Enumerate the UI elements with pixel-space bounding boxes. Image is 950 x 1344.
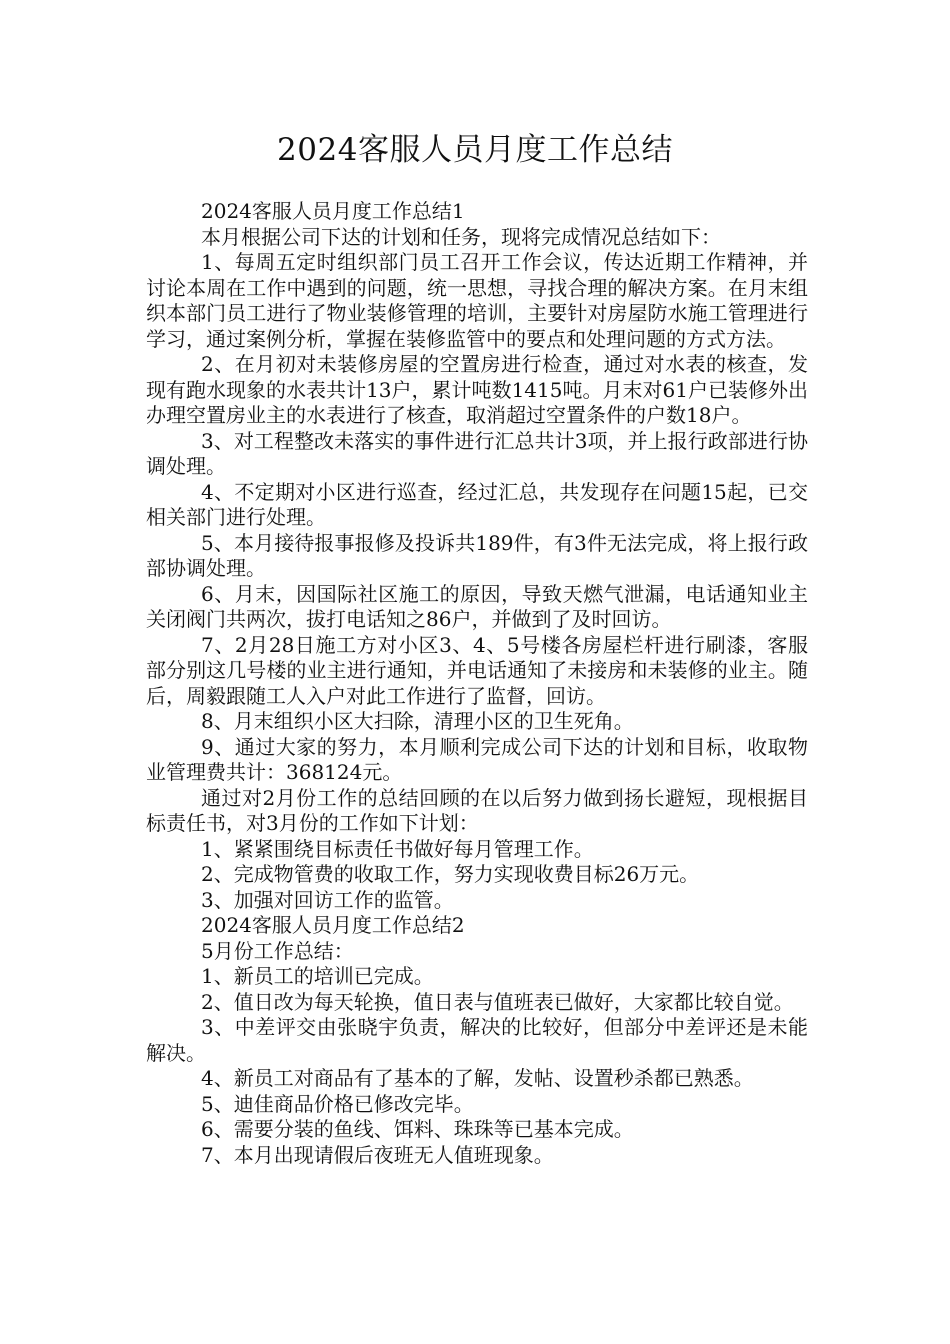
paragraph: 2、完成物管费的收取工作，努力实现收费目标26万元。 xyxy=(201,862,700,886)
paragraph: 6、需要分装的鱼线、饵料、珠珠等已基本完成。 xyxy=(201,1117,634,1141)
paragraph: 5月份工作总结： xyxy=(201,938,354,963)
paragraph: 本月根据公司下达的计划和任务，现将完成情况总结如下： xyxy=(201,224,721,249)
paragraph: 通过对2月份工作的总结回顾的在以后努力做到扬长避短，现根据目标责任书，对3月份的工作如下计划： xyxy=(146,785,808,835)
paragraph: 3、加强对回访工作的监管。 xyxy=(201,887,454,912)
document-body xyxy=(146,199,808,1168)
document-title: 2024客服人员月度工作总结 xyxy=(277,132,673,168)
paragraph: 1、紧紧围绕目标责任书做好每月管理工作。 xyxy=(201,836,594,861)
paragraph: 7、本月出现请假后夜班无人值班现象。 xyxy=(201,1142,554,1167)
section-heading-1: 2024客服人员月度工作总结1 xyxy=(201,199,465,223)
paragraph: 2、在月初对未装修房屋的空置房进行检查，通过对水表的核查，发现有跑水现象的水表共计13户，累计吨数1415吨。月末对61户已装修外出办理空置房业主的水表进行了核查，取消超过空置条件的户数18户。 xyxy=(146,352,808,427)
paragraph: 1、新员工的培训已完成。 xyxy=(201,964,434,988)
paragraph: 4、新员工对商品有了基本的了解，发帖、设置秒杀都已熟悉。 xyxy=(201,1066,754,1090)
paragraph: 7、2月28日施工方对小区3、4、5号楼各房屋栏杆进行刷漆，客服部分别这几号楼的业主进行通知，并电话通知了未接房和未装修的业主。随后，周毅跟随工人入户对此工作进行了监督，回访。 xyxy=(146,632,808,708)
section-heading-2: 2024客服人员月度工作总结2 xyxy=(201,913,465,937)
paragraph: 3、中差评交由张晓宇负责，解决的比较好，但部分中差评还是未能解决。 xyxy=(146,1015,808,1065)
paragraph: 5、本月接待报事报修及投诉共189件，有3件无法完成，将上报行政部协调处理。 xyxy=(146,530,808,580)
paragraph: 1、每周五定时组织部门员工召开工作会议，传达近期工作精神，并讨论本周在工作中遇到的问题，统一思想，寻找合理的解决方案。在月末组织本部门员工进行了物业装修管理的培训，主要针对房屋防水施工管理进行学习，通过案例分析，掌握在装修监管中的要点和处理问题的方式方法。 xyxy=(146,250,808,351)
paragraph: 8、月末组织小区大扫除，清理小区的卫生死角。 xyxy=(201,709,634,733)
paragraph: 6、月末，因国际社区施工的原因，导致天燃气泄漏，电话通知业主关闭阀门共两次，拔打电话知之86户，并做到了及时回访。 xyxy=(146,581,808,631)
paragraph: 4、不定期对小区进行巡查，经过汇总，共发现存在问题15起，已交相关部门进行处理。 xyxy=(146,479,808,529)
paragraph: 2、值日改为每天轮换，值日表与值班表已做好，大家都比较自觉。 xyxy=(201,989,794,1014)
paragraph: 3、对工程整改未落实的事件进行汇总共计3项，并上报行政部进行协调处理。 xyxy=(146,428,808,478)
paragraph: 5、迪佳商品价格已修改完毕。 xyxy=(201,1091,474,1116)
paragraph: 9、通过大家的努力，本月顺利完成公司下达的计划和目标，收取物业管理费共计：368124元。 xyxy=(146,734,808,784)
